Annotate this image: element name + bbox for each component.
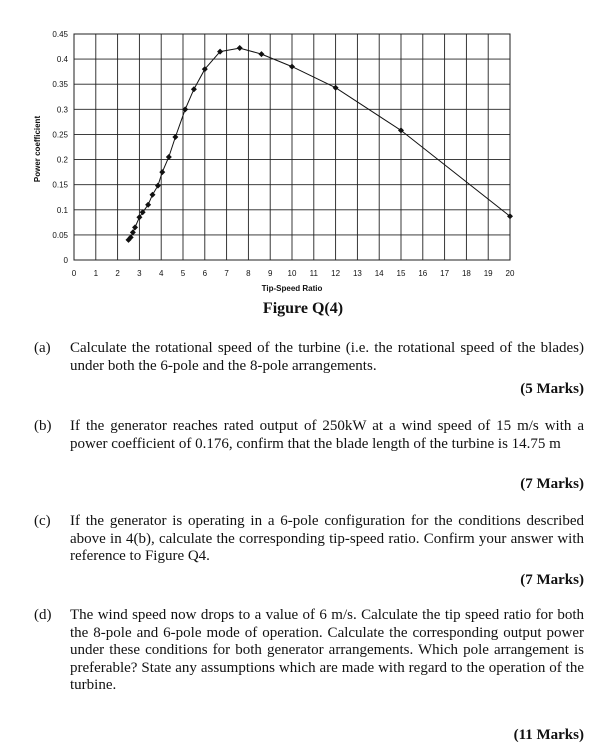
marks-d: (11 Marks) [513,727,584,743]
x-tick-label: 16 [418,269,428,278]
data-point-marker [149,192,155,198]
x-tick-label: 13 [352,269,362,278]
data-point-marker [333,85,339,91]
x-axis-ticks [72,269,515,278]
series-line [129,48,511,240]
data-point-marker [159,169,165,175]
data-point-marker [258,51,264,57]
question-d [34,607,584,695]
question-b [34,418,584,453]
x-tick-label: 8 [246,269,251,278]
marks-c: (7 Marks) [520,572,584,588]
x-tick-label: 12 [331,269,341,278]
y-tick-label: 0 [63,256,68,265]
y-tick-label: 0.15 [52,180,68,190]
figure-caption: Figure Q(4) [262,300,344,317]
x-tick-label: 17 [440,269,450,278]
question-c [34,513,584,566]
y-tick-label: 0.45 [52,30,68,39]
x-tick-label: 6 [202,269,208,278]
x-tick-label: 5 [180,269,186,278]
question-letter: (b) [34,418,52,434]
x-tick-label: 19 [483,269,493,278]
x-tick-label: 9 [267,269,273,278]
power-coefficient-chart [0,0,606,300]
x-tick-label: 4 [158,269,164,278]
y-axis-label: Power coefficient [33,115,42,183]
data-point-marker [155,183,161,189]
x-tick-label: 11 [309,269,318,278]
y-tick-label: 0.1 [56,205,68,215]
x-tick-label: 0 [71,269,77,278]
question-text: The wind speed now drops to a value of 6 m/s. Calculate the tip speed ratio for both the 8-pole and 6-pole mode of operation. Calculate the corresponding output power under these conditions for both generator arrangements. Which pole arrangement is preferable? State any assumptions which are made with regard to the operation of the turbine. [70,607,584,693]
question-text: Calculate the rotational speed of the turbine (i.e. the rotational speed of the blades) under both the 6-pole and the 8-pole arrangements. [70,340,584,374]
question-letter: (c) [34,513,51,529]
data-point-marker [191,86,197,92]
question-letter: (a) [34,340,51,356]
x-tick-label: 18 [461,269,471,278]
x-tick-label: 20 [505,269,515,278]
x-tick-label: 3 [137,269,142,278]
x-axis-label: Tip-Speed Ratio [261,284,323,293]
y-tick-label: 0.3 [56,105,68,115]
x-tick-label: 7 [224,269,229,278]
data-points [126,45,514,243]
data-point-marker [237,45,243,51]
y-tick-label: 0.2 [56,155,68,165]
marks-b: (7 Marks) [520,476,584,492]
question-text: If the generator reaches rated output of 250kW at a wind speed of 15 m/s with a power coefficient of 0.176, confirm that the blade length of the turbine is 14.75 m [70,418,584,452]
question-text: If the generator is operating in a 6-pole configuration for the conditions described above in 4(b), calculate the corresponding tip-speed ratio. Confirm your answer with reference to Figure Q4. [70,513,584,564]
data-point-marker [289,64,295,70]
y-tick-label: 0.4 [56,55,68,65]
x-tick-label: 15 [396,269,406,278]
x-tick-label: 2 [115,269,120,278]
question-letter: (d) [34,607,52,623]
y-tick-label: 0.05 [52,230,68,240]
x-tick-label: 1 [93,269,99,278]
y-axis-ticks [52,30,68,265]
question-a [34,340,584,375]
y-tick-label: 0.35 [52,80,68,90]
x-tick-label: 14 [374,269,384,278]
y-tick-label: 0.25 [52,130,68,140]
marks-a: (5 Marks) [520,381,584,397]
data-point-marker [136,214,142,220]
data-point-marker [132,224,138,230]
x-tick-label: 10 [287,269,297,278]
